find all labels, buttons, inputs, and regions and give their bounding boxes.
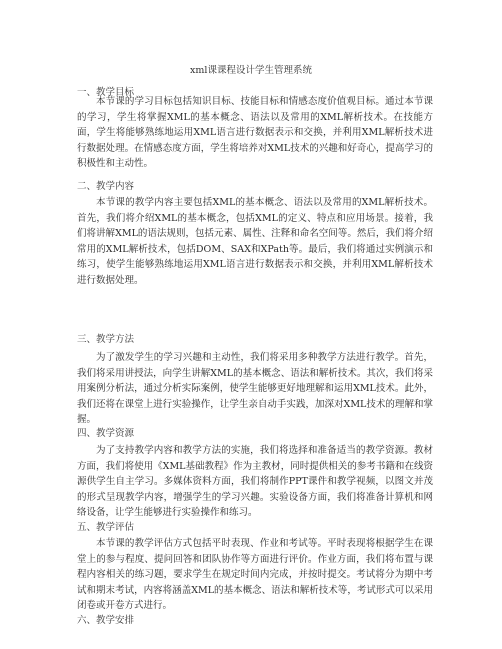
section-heading-teaching-evaluation: 五、教学评估 — [77, 522, 135, 533]
section-body-teaching-goals: 本节课的学习目标包括知识目标、技能目标和情感态度价值观目标。通过本节课的学习，学生将掌握XML的基本概念、语法以及常用的XML解析技术。在技能方面，学生将能够熟练地运用XML语言进行数据表示和交换，并利用XML解析技术进行数据处理。在情感态度方面，学生将培养对XML技术的兴趣和好奇心，提高学习的积极性和主动性。 — [77, 96, 433, 170]
section-heading-teaching-goals: 一、教学目标 — [77, 87, 135, 98]
section-heading-teaching-resources: 四、教学资源 — [77, 428, 135, 439]
section-body-teaching-evaluation: 本节课的教学评估方式包括平时表现、作业和考试等。平时表现将根据学生在课堂上的参与程度、提问回答和团队协作等方面进行评价。作业方面，我们将布置与课程内容相关的练习题，要求学生在规定时间内完成，并按时提交。考试将分为期中考试和期末考试，内容将涵盖XML的基本概念、语法和解析技术等，考试形式可以采用闭卷或开卷方式进行。 — [77, 538, 433, 612]
section-heading-teaching-methods: 三、教学方法 — [77, 334, 135, 345]
section-heading-teaching-schedule: 六、教学安排 — [77, 615, 135, 626]
section-heading-teaching-content: 二、教学内容 — [77, 181, 135, 192]
document-title: xml课课程设计学生管理系统 — [190, 65, 312, 76]
section-body-teaching-methods: 为了激发学生的学习兴趣和主动性，我们将采用多种教学方法进行教学。首先，我们将采用讲授法，向学生讲解XML的基本概念、语法和解析技术。其次，我们将采用案例分析法，通过分析实际案例，使学生能够更好地理解和运用XML技术。此外，我们还将在课堂上进行实验操作，让学生亲自动手实践，加深对XML技术的理解和掌握。 — [77, 352, 433, 426]
section-body-teaching-resources: 为了支持教学内容和教学方法的实施，我们将选择和准备适当的教学资源。教材方面，我们将使用《XML基础教程》作为主教材，同时提供相关的参考书籍和在线资源供学生自主学习。多媒体资料方面，我们将制作PPT课件和教学视频，以图文并茂的形式呈现教学内容，增强学生的学习兴趣。实验设备方面，我们将准备计算机和网络设备，让学生能够进行实验操作和练习。 — [77, 445, 433, 519]
section-body-teaching-content: 本节课的教学内容主要包括XML的基本概念、语法以及常用的XML解析技术。首先，我们将介绍XML的基本概念，包括XML的定义、特点和应用场景。接着，我们将讲解XML的语法规则，包括元素、属性、注释和命名空间等。然后，我们将介绍常用的XML解析技术，包括DOM、SAX和XPath等。最后，我们将通过实例演示和练习，使学生能够熟练地运用XML语言进行数据表示和交换，并利用XML解析技术进行数据处理。 — [77, 197, 433, 286]
